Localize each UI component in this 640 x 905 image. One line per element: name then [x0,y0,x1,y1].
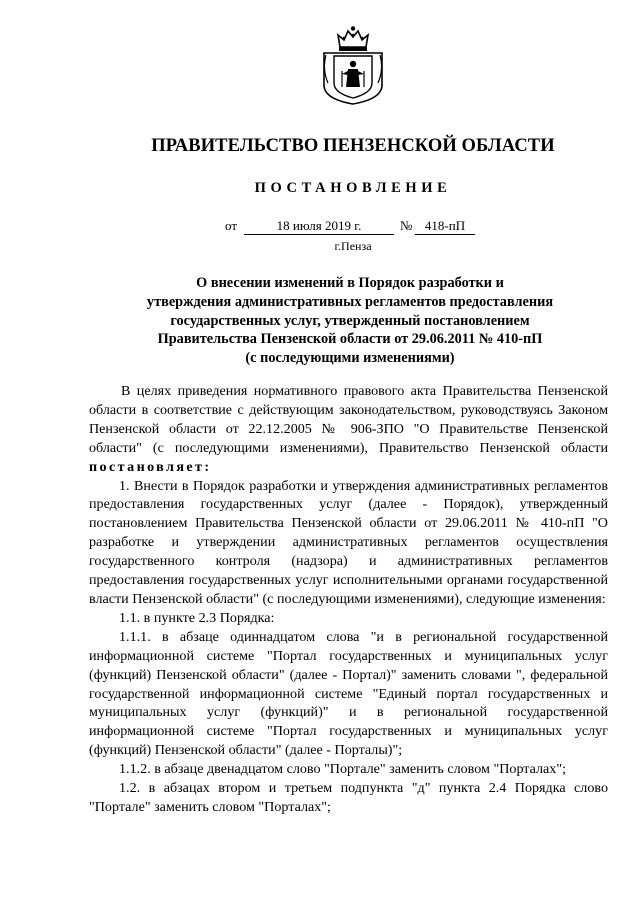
government-title: ПРАВИТЕЛЬСТВО ПЕНЗЕНСКОЙ ОБЛАСТИ [151,136,555,156]
heading-line: утверждения административных регламентов предоставления [146,293,554,310]
heading-line: государственных услуг, утвержденный постановлением [170,312,530,329]
item-paragraph: 1.1. в пункте 2.3 Порядка: [119,609,275,626]
heading-line: (с последующими изменениями) [245,350,455,367]
decree-word: постановляет: [89,458,212,475]
document-date: 18 июля 2019 г. [244,218,394,235]
number-sign: № [400,218,413,233]
document-body [89,382,608,817]
item-paragraph: 1.2. в абзацах втором и третьем подпункта "д" пункта 2.4 Порядка слово "Портале" заменить словом "Порталах"; [89,780,608,815]
date-prefix: от [225,218,238,233]
document-type: ПОСТАНОВЛЕНИЕ [254,180,452,196]
date-number-row [0,218,640,238]
item-paragraph: 1.1.1. в абзаце одиннадцатом слова "и в региональной государственной информационной системе "Портал государственных и муниципальных услуг (функций) Пензенской области" (далее - Портал)" заменить словами ", федеральной государственной информационной системе "Единый портал государственных и муниципальных услуг (функций)" и в региональной государственной информационной системе "Портал государственных и муниципальных услуг (функций) Пензенской области" (далее - Порталы)"; [89,628,608,759]
preamble-text: В целях приведения нормативного правового акта Правительства Пензенской области в соответствие с действующим законодательством, руководствуясь Законом Пензенской области от 22.12.2005 № 906-ЗПО "О Правительстве Пензенской области" (с последующими изменениями), Правительство Пензенской области [89,383,608,456]
preamble-paragraph [89,382,608,477]
penza-region-coat-of-arms-icon [322,25,384,105]
item-paragraph: 1.1.2. в абзаце двенадцатом слово "Портале" заменить словом "Порталах"; [119,761,567,778]
document-heading [100,274,600,368]
heading-line: Правительства Пензенской области от 29.06.2011 № 410-пП [157,331,543,348]
heading-line: О внесении изменений в Порядок разработки и [196,275,504,291]
document-number: 418-пП [415,218,475,235]
item-paragraph: 1. Внести в Порядок разработки и утверждения административных регламентов предоставления государственных услуг (далее - Порядок), утвержденный постановлением Правительства Пензенской области от 29.06.2011 № 410-пП "О разработке и утверждении административных регламентов осуществления государственного контроля (надзора) и административных регламентов предоставления государственных услуг исполнительными органами государственной власти Пензенской области" (с последующими изменениями), следующие изменения: [89,477,608,607]
document-city: г.Пенза [334,239,372,253]
